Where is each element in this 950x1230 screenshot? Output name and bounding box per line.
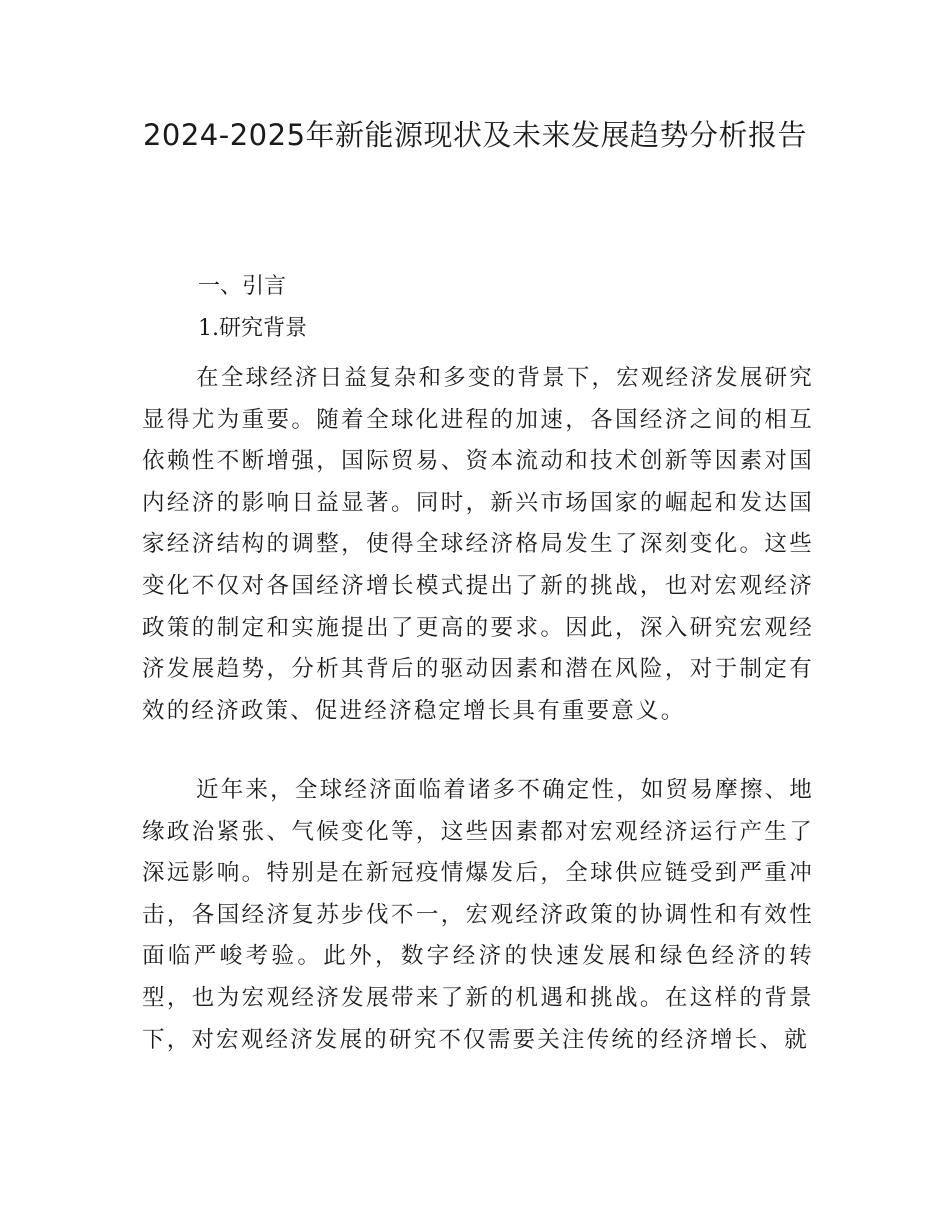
document-title: 2024-2025年新能源现状及未来发展趋势分析报告 bbox=[142, 118, 808, 152]
subsection-heading: 1.研究背景 bbox=[198, 316, 307, 341]
section-heading: 一、引言 bbox=[198, 274, 287, 299]
body-paragraph: 近年来，全球经济面临着诸多不确定性，如贸易摩擦、地缘政治紧张、气候变化等，这些因素都对宏观经济运行产生了深远影响。特别是在新冠疫情爆发后，全球供应链受到严重冲击，各国经济复苏步伐不一，宏观经济政策的协调性和有效性面临严峻考验。此外，数字经济的快速发展和绿色经济的转型，也为宏观经济发展带来了新的机遇和挑战。在这样的背景下，对宏观经济发展的研究不仅需要关注传统的经济增长、就 bbox=[142, 777, 814, 1053]
body-paragraph: 在全球经济日益复杂和多变的背景下，宏观经济发展研究显得尤为重要。随着全球化进程的加速，各国经济之间的相互依赖性不断增强，国际贸易、资本流动和技术创新等因素对国内经济的影响日益显著。同时，新兴市场国家的崛起和发达国家经济结构的调整，使得全球经济格局发生了深刻变化。这些变化不仅对各国经济增长模式提出了新的挑战，也对宏观经济政策的制定和实施提出了更高的要求。因此，深入研究宏观经济发展趋势，分析其背后的驱动因素和潜在风险，对于制定有效的经济政策、促进经济稳定增长具有重要意义。 bbox=[142, 365, 814, 724]
